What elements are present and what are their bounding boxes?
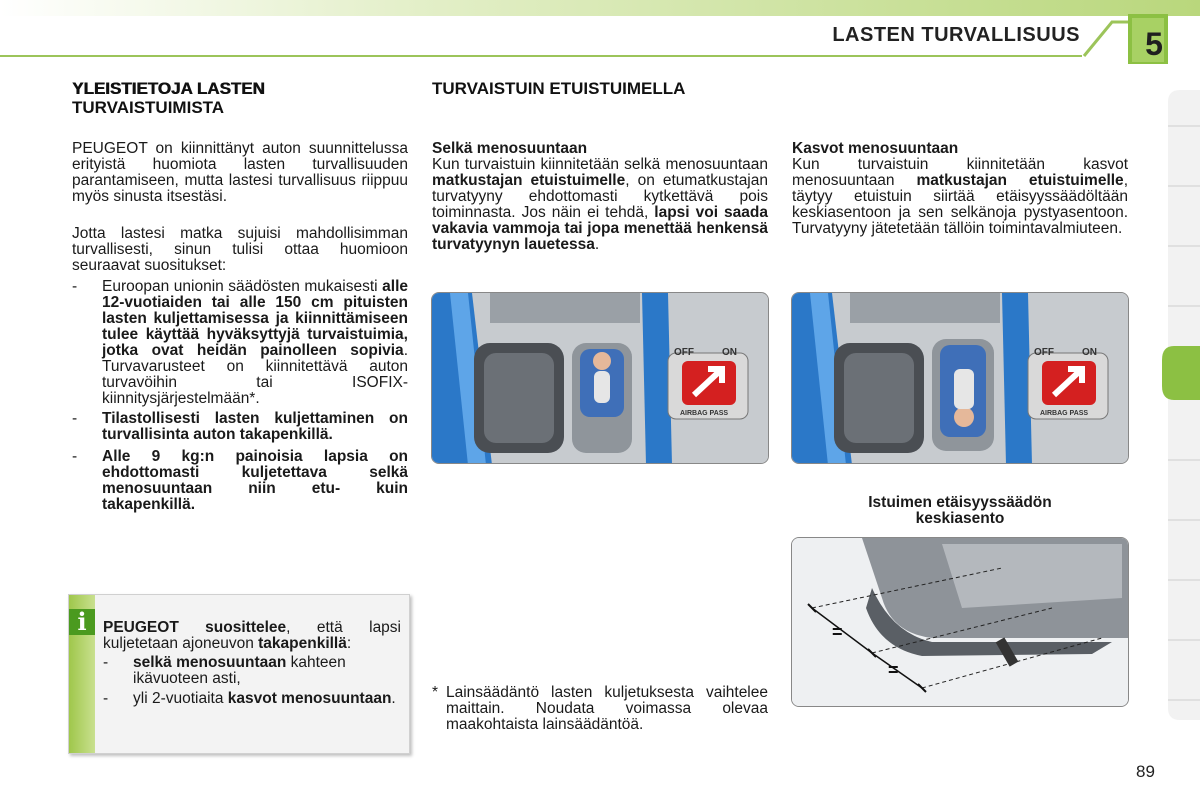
list-dash: - xyxy=(72,410,78,427)
forward-facing-text: Kun turvaistuin kiinnitetään kasvot menosuuntaan matkustajan etuistuimelle, täytyy etuistuin siirtää etäisyyssäädöltään keskiasentoon ja sen selkänoja pystyasentoon. Turvatyyny jätetetään tällöin toimintavalmiuteen. xyxy=(792,156,1128,237)
info-paragraph: PEUGEOT suosittelee, että lapsi kuljetetaan ajoneuvon takapenkillä: xyxy=(103,619,401,652)
rear-facing-heading: Selkä menosuuntaan xyxy=(432,140,588,157)
svg-text:=: = xyxy=(832,622,843,642)
list-dash: - xyxy=(72,278,78,295)
airbag-on-label: ON xyxy=(1082,347,1097,358)
list-item-text: selkä menosuuntaan kahteen ikävuoteen asti, xyxy=(133,654,346,687)
airbag-on-label: ON xyxy=(722,347,737,358)
general-info-title-line1: YLEISTIETOJA LASTEN xyxy=(72,79,265,98)
list-item xyxy=(72,449,408,513)
airbag-off-label: OFF xyxy=(1034,347,1054,358)
recommendations-list xyxy=(72,279,408,517)
rear-facing-text: Kun turvaistuin kiinnitetään selkä menosuuntaan matkustajan etuistuimelle, on etumatkustajan turvatyyny ehdottomasti kytkettävä pois toiminnasta. Jos näin ei tehdä, lapsi voi saada vakavia vammoja tai jopa menettää henkensä turvatyynyn lauetessa. xyxy=(432,156,768,253)
section-title: LASTEN TURVALLISUUS xyxy=(832,24,1080,46)
list-item xyxy=(103,655,401,687)
page-number: 89 xyxy=(1136,762,1155,781)
list-item xyxy=(72,411,408,443)
seat-adjustment-illustration xyxy=(791,537,1129,707)
seat-adjustment-caption: Istuimen etäisyyssäädön keskiasento xyxy=(868,494,1052,527)
rear-facing-illustration xyxy=(431,292,769,464)
forward-facing-illustration xyxy=(791,292,1129,464)
airbag-pass-label: AIRBAG PASS xyxy=(680,410,729,417)
intro-paragraph: PEUGEOT on kiinnittänyt auton suunnittelussa erityistä huomiota lasten turvallisuuden parantamiseen, mutta lastesi turvallisuus riippuu myös sinusta itsestäsi. xyxy=(72,140,408,205)
list-item xyxy=(103,691,401,707)
recommendations-paragraph: Jotta lastesi matka sujuisi mahdollisimman turvallisesti, sinun tulisi ottaa huomioon seuraavat suositukset: xyxy=(72,225,408,274)
front-seat-title: TURVAISTUIN ETUISTUIMELLA xyxy=(432,79,686,98)
list-item xyxy=(72,279,408,407)
list-item-text: Tilastollisesti lasten kuljettaminen on turvallisinta auton takapenkillä. xyxy=(102,410,408,443)
footnote-marker: * xyxy=(432,684,439,701)
rear-facing-section xyxy=(432,141,768,253)
chapter-tab-strip xyxy=(1160,90,1200,720)
chapter-number: 5 xyxy=(1145,26,1163,62)
list-item-text: yli 2-vuotiaita kasvot menosuuntaan. xyxy=(133,690,396,707)
info-content xyxy=(103,620,401,711)
list-item-text: Euroopan unionin säädösten mukaisesti alle 12-vuotiaiden tai alle 150 cm pituisten lasten kuljettamisessa ja kiinnittämiseen tulee käyttää hyväksyttyjä turvaistuimia, jotka ovat heidän painolleen sopivia. Turvavarusteet on kiinnitettävä auton turvavöihin tai ISOFIX-kiinnitysjärjestelmään*. xyxy=(102,278,408,407)
active-chapter-tab xyxy=(1162,346,1200,400)
info-box xyxy=(68,594,410,754)
general-info-title-line2: TURVAISTUIMISTA xyxy=(72,98,225,117)
airbag-pass-label: AIRBAG PASS xyxy=(1040,410,1089,417)
list-dash: - xyxy=(103,690,109,707)
general-info-title xyxy=(72,79,402,117)
info-icon: i xyxy=(69,609,95,635)
forward-facing-section xyxy=(792,141,1128,237)
footnote xyxy=(432,685,768,733)
forward-facing-heading: Kasvot menosuuntaan xyxy=(792,140,959,157)
svg-text:=: = xyxy=(888,660,899,680)
list-dash: - xyxy=(72,448,78,465)
airbag-off-label: OFF xyxy=(674,347,694,358)
list-item-text: Alle 9 kg:n painoisia lapsia on ehdottomasti kuljetettava selkä menosuuntaan niin etu- kuin takapenkillä. xyxy=(102,448,408,513)
footnote-text: Lainsäädäntö lasten kuljetuksesta vaihtelee maittain. Noudata voimassa olevaa maakohtaista lainsäädäntöä. xyxy=(446,684,768,733)
list-dash: - xyxy=(103,654,109,671)
